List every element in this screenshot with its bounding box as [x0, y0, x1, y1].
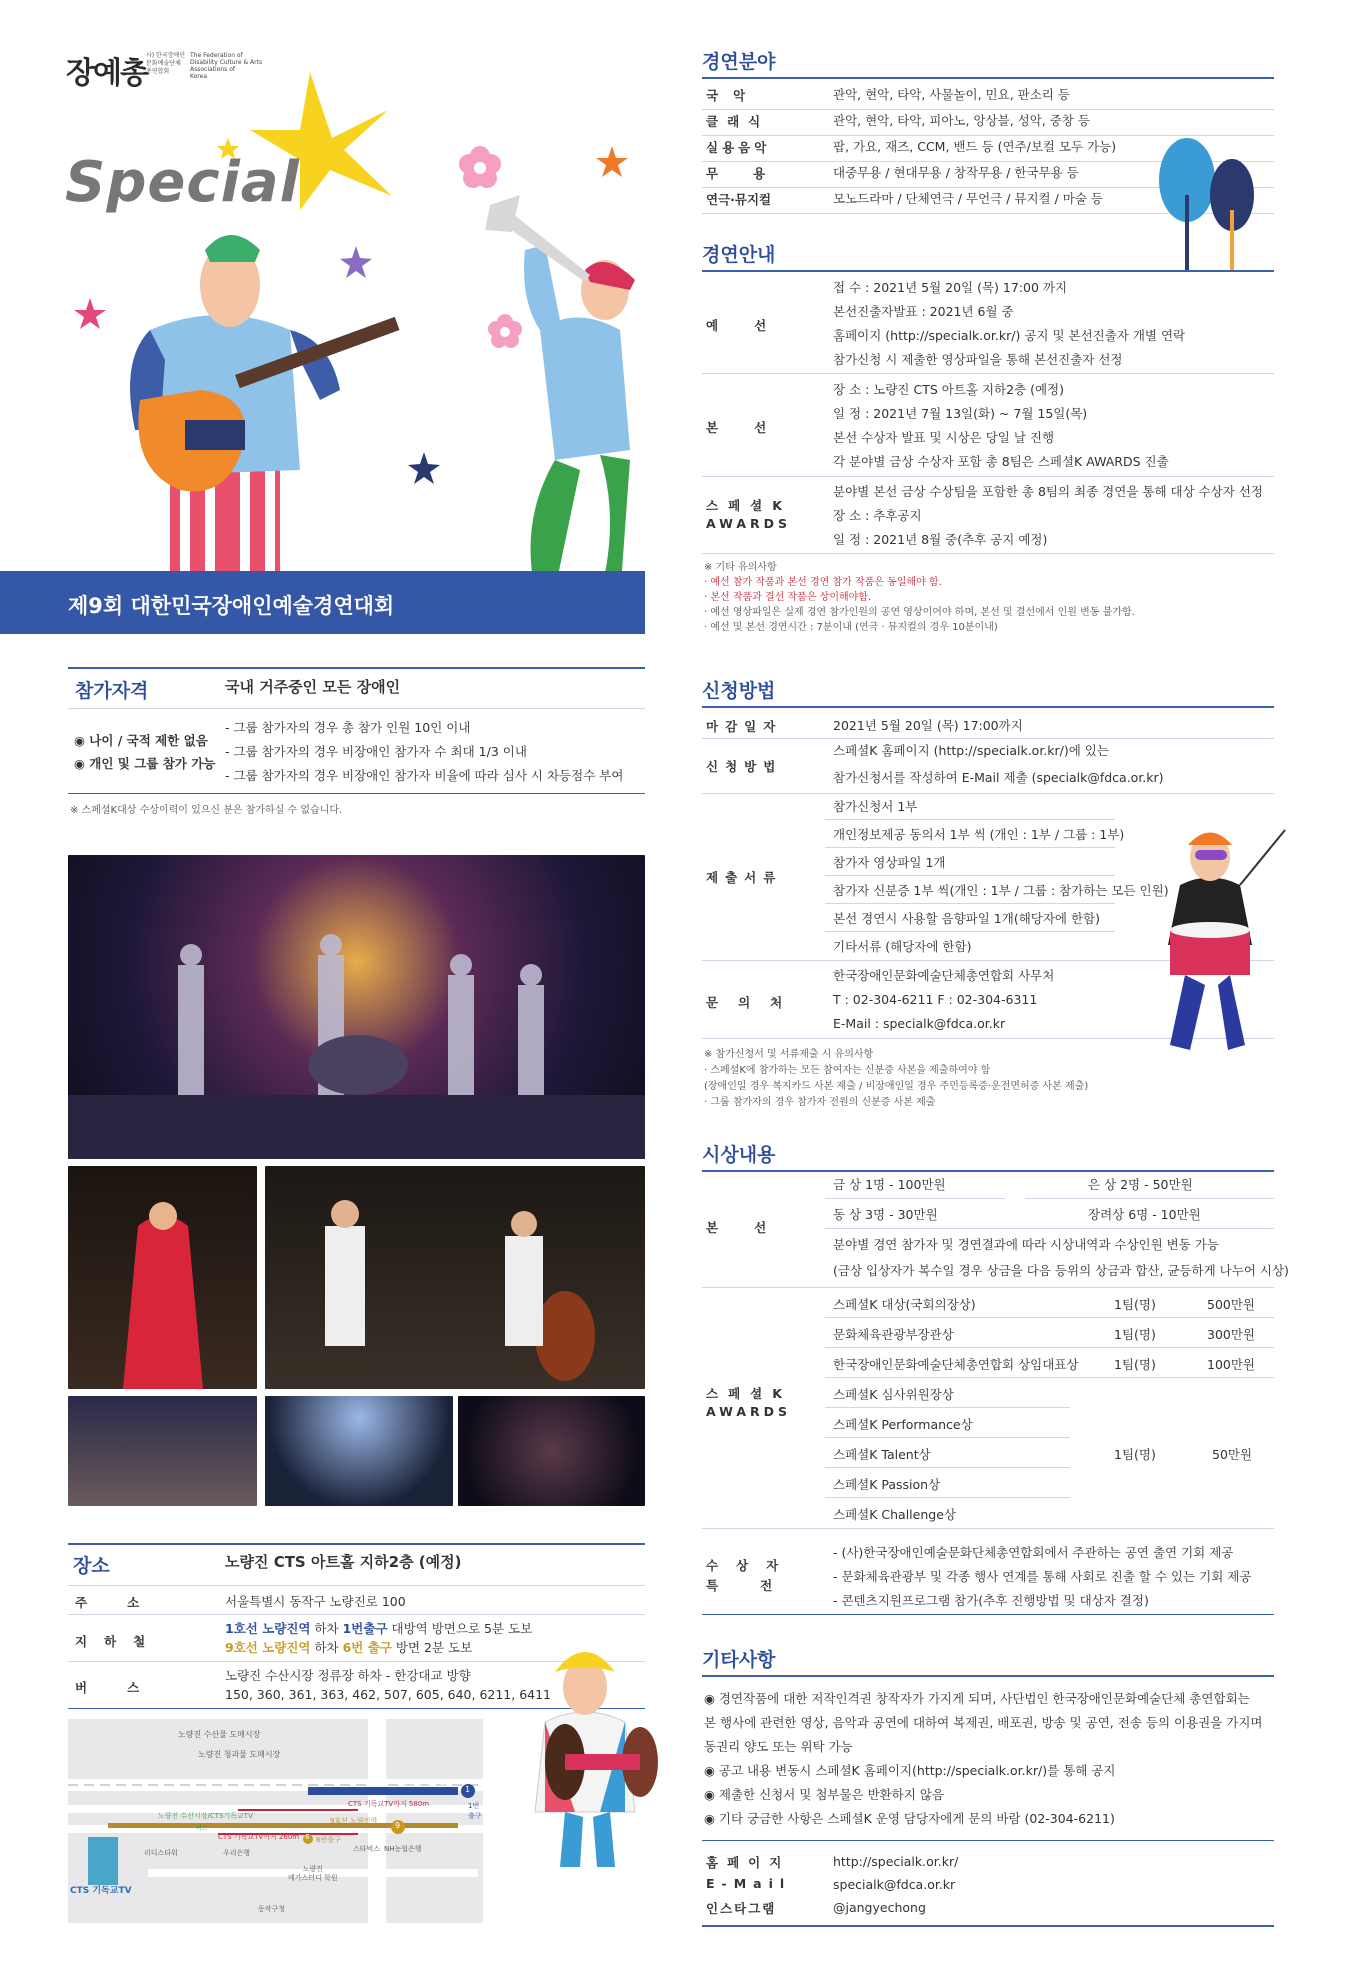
home-link[interactable]: http://specialk.or.kr/ — [833, 1854, 959, 1869]
drummer-photo — [458, 1396, 645, 1506]
qual-line: - 그룹 참가자의 경우 비장애인 참가자 비율에 따라 심사 시 차등점수 부여 — [225, 768, 624, 783]
award-group-money: 50만원 — [1212, 1447, 1253, 1462]
map-label: 6번출구 — [316, 1836, 341, 1844]
map-label: CTS 기독교TV까지 580m — [348, 1800, 430, 1808]
genre-value: 대중무용 / 현대무용 / 창작무용 / 한국무용 등 — [833, 165, 1079, 180]
contact-line: T : 02-304-6211 F : 02-304-6311 — [833, 992, 1038, 1007]
etc-line: ◉ 경연작품에 대한 저작인격권 창작자가 가지게 되며, 사단법인 한국장애인문화예술단체 총연합회는 — [704, 1691, 1250, 1706]
guide-note: · 예선 참가 작품과 본선 경연 참가 작품은 동일해야 함. — [704, 577, 942, 588]
guitarist-illustration — [130, 235, 400, 590]
apply-title: 신청방법 — [702, 680, 776, 702]
method-line: 참가신청서를 작성하여 E-Mail 제출 (specialk@fdca.or.kr) — [833, 770, 1164, 785]
map-label: 노량진 수산시장/CTS기독교TV — [158, 1812, 253, 1820]
addr-value: 서울특별시 동작구 노량진로 100 — [225, 1594, 406, 1609]
prelim-lines: 접 수 : 2021년 5월 20일 (목) 17:00 까지 본선진출자발표 : 2021년 6월 중 홈페이지 (http://specialk.or.kr/) 공지 및 본선진출자 개별 연락 참가신청 시 제출한 영상파일을 통해 본선진출자 선정 — [833, 280, 1186, 367]
prize-encourage: 장려상 6명 - 10만원 — [1088, 1207, 1201, 1222]
awards-label2: AWARDS — [706, 516, 792, 531]
map-label: 1 — [465, 1785, 471, 1794]
genre-label: 연극·뮤지컬 — [706, 192, 772, 207]
map-label: 노량진 수산물 도매시장 — [178, 1730, 261, 1739]
guide-note: · 본선 작품과 결선 작품은 상이해야함. — [704, 592, 872, 603]
etc-line: 본 행사에 관련한 영상, 음악과 공연에 대하여 복제권, 배포권, 방송 및 공연, 전송 등의 이용권을 가지며 — [704, 1715, 1263, 1730]
award-money: 300만원 — [1207, 1327, 1256, 1342]
doc-item: 참가자 영상파일 1개 — [833, 855, 946, 870]
prize-final-label: 본선 — [706, 1220, 803, 1235]
drummer-illustration — [1140, 825, 1290, 1065]
insta-label: 인스타그램 — [706, 1901, 777, 1916]
map-label: 스타벅스 — [353, 1845, 381, 1853]
guide-note: · 예선 영상파일은 실제 경연 참가인원의 공연 영상이어야 하며, 본선 및 결선에서 인원 변동 불가함. — [704, 607, 1135, 618]
awards-lines: 분야별 본선 금상 수상팀을 포함한 총 8팀의 최종 경연을 통해 대상 수상자 선정 장 소 : 추후공지 일 정 : 2021년 8월 중(추후 공지 예정) — [833, 484, 1263, 547]
genre-value: 관악, 현악, 타악, 사물놀이, 민요, 판소리 등 — [833, 87, 1070, 102]
benefit-line: - 문화체육관광부 및 각종 행사 연계를 통해 사회로 진출 할 수 있는 기회 제공 — [833, 1569, 1252, 1584]
benefit-line: - 콘텐츠지원프로그램 참가(추후 진행방법 및 대상자 결정) — [833, 1593, 1149, 1608]
award-count: 1팀(명) — [1114, 1357, 1156, 1372]
prize-gold: 금 상 1명 - 100만원 — [833, 1177, 946, 1192]
map-label: 동작구청 — [258, 1905, 286, 1913]
subway-line1: 1호선 노량진역 하차 1번출구 대방역 방면으로 5분 도보 — [225, 1621, 533, 1636]
map-label: 6 — [305, 1833, 310, 1841]
trumpeter-illustration — [485, 195, 635, 613]
apply-note: · 그룹 참가자의 경우 참가자 전원의 신분증 사본 제출 — [704, 1097, 936, 1108]
mail-label: E-Mail — [706, 1876, 792, 1891]
deadline-label: 마감일자 — [706, 719, 783, 734]
apply-note: (장애인일 경우 복지카드 사본 제출 / 비장애인일 경우 주민등록증·운전면허증 사본 제출) — [704, 1081, 1089, 1092]
map-label: 리디스타워 — [144, 1849, 178, 1857]
map-label: CTS 기독교TV — [70, 1886, 132, 1896]
award-money: 500만원 — [1207, 1297, 1256, 1312]
award-group-count: 1팀(명) — [1114, 1447, 1156, 1462]
guide-notes-title: ※ 기타 유의사항 — [704, 562, 777, 573]
flower-icon — [459, 146, 501, 188]
genre-label: 클래식 — [706, 114, 770, 129]
doc-item: 참가자 신분증 1부 씩(개인 : 1부 / 그룹 : 참가하는 모든 인원) — [833, 883, 1169, 898]
method-label: 신청방법 — [706, 759, 783, 774]
map-label: 우리은행 — [223, 1849, 251, 1857]
prize-note: (금상 입상자가 복수일 경우 상금을 다음 등위의 상금과 합산, 균등하게 나누어 시상) — [833, 1263, 1289, 1278]
stage-photo — [68, 855, 645, 1159]
qual-line: - 그룹 참가자의 경우 비장애인 참가자 수 최대 1/3 이내 — [225, 744, 527, 759]
qual-title: 참가자격 — [75, 680, 149, 702]
map-label: 버스 — [196, 1825, 208, 1832]
benefit-line: - (사)한국장애인예술문화단체총연합회에서 주관하는 공연 출연 기회 제공 — [833, 1545, 1234, 1560]
deadline-value: 2021년 5월 20일 (목) 17:00까지 — [833, 718, 1023, 733]
musicians-photo — [265, 1166, 645, 1389]
prize-bronze: 동 상 3명 - 30만원 — [833, 1207, 938, 1222]
genre-value: 관악, 현악, 타악, 피아노, 앙상블, 성악, 중창 등 — [833, 113, 1090, 128]
poster-area — [0, 0, 645, 635]
group-photo — [68, 1396, 257, 1506]
mail-link[interactable]: specialk@fdca.or.kr — [833, 1877, 956, 1892]
award-count: 1팀(명) — [1114, 1327, 1156, 1342]
etc-line: ◉ 공고 내용 변동시 스페셜K 홈페이지(http://specialk.or.kr/)를 통해 공지 — [704, 1763, 1116, 1778]
genre-value: 팝, 가요, 재즈, CCM, 밴드 등 (연주/보컬 모두 가능) — [833, 139, 1117, 154]
banner-title: 제9회 대한민국장애인예술경연대회 — [68, 594, 395, 618]
special-title: Special — [65, 150, 300, 215]
logo-desc: 사) 한국장애인 문화예술단체 총연합회 — [146, 52, 186, 75]
award-name: 스페셜K 심사위원장상 — [833, 1387, 954, 1402]
award-name: 문화체육관광부장관상 — [833, 1327, 954, 1342]
contact-line: E-Mail : specialk@fdca.or.kr — [833, 1016, 1006, 1031]
prize-silver: 은 상 2명 - 50만원 — [1088, 1177, 1193, 1192]
location-map — [68, 1719, 483, 1923]
award-name: 한국장애인문화예술단체총연합회 상임대표상 — [833, 1357, 1079, 1372]
pink-star-icon — [74, 298, 106, 329]
genre-value: 모노드라마 / 단체연극 / 무언극 / 뮤지컬 / 마술 등 — [833, 191, 1103, 206]
award-name: 스페셜K Performance상 — [833, 1417, 973, 1432]
award-name: 스페셜K 대상(국회의장상) — [833, 1297, 976, 1312]
etc-line: 동권리 양도 또는 위탁 가능 — [704, 1739, 853, 1754]
purple-star-icon — [340, 246, 372, 278]
map-label: 1호선 노량진역 — [398, 1780, 446, 1788]
bus-numbers: 150, 360, 361, 363, 462, 507, 605, 640, 6211, 6411 — [225, 1687, 552, 1702]
guide-title: 경연안내 — [702, 244, 776, 266]
logo-eng: The Federation of Disability Culture & Arts Associations of Korea — [190, 52, 263, 80]
map-label: 노량진 청과물 도매시장 — [198, 1750, 281, 1759]
award-name: 스페셜K Talent상 — [833, 1447, 931, 1462]
award-money: 100만원 — [1207, 1357, 1256, 1372]
award-name: 스페셜K Passion상 — [833, 1477, 941, 1492]
method-line: 스페셜K 홈페이지 (http://specialk.or.kr/)에 있는 — [833, 743, 1109, 758]
doc-item: 개인정보제공 동의서 1부 씩 (개인 : 1부 / 그룹 : 1부) — [833, 827, 1125, 842]
qual-headline: 국내 거주중인 모든 장애인 — [225, 678, 401, 696]
addr-label: 주소 — [75, 1595, 180, 1610]
map-label: 노량진 메가스터디 학원 — [288, 1865, 338, 1882]
prize-title: 시상내용 — [702, 1144, 776, 1166]
qual-line: - 그룹 참가자의 경우 총 참가 인원 10인 이내 — [225, 720, 471, 735]
insta-handle[interactable]: @jangyechong — [833, 1900, 926, 1915]
genre-title: 경연분야 — [702, 51, 776, 73]
etc-line: ◉ 제출한 신청서 및 첨부물은 반환하지 않음 — [704, 1787, 945, 1802]
tree-illustration — [1152, 135, 1262, 275]
apply-note: ※ 참가신청서 및 서류제출 시 유의사항 — [704, 1049, 874, 1060]
subway-line9: 9호선 노량진역 하차 6번 출구 방면 2분 도보 — [225, 1640, 473, 1655]
home-label: 홈페이지 — [706, 1855, 791, 1870]
map-label: CTS 기독교TV까지 260m — [218, 1833, 300, 1841]
award-count: 1팀(명) — [1114, 1297, 1156, 1312]
subway-label: 지하철 — [75, 1634, 163, 1649]
etc-line: ◉ 기타 궁금한 사항은 스페셜K 운영 담당자에게 문의 바람 (02-304-6211) — [704, 1811, 1115, 1826]
flower-icon — [488, 314, 522, 348]
genre-label: 국악 — [706, 88, 761, 103]
benefit-label: 수상자 — [706, 1558, 797, 1573]
prelim-label: 예선 — [706, 318, 803, 333]
contact-label: 문의처 — [706, 995, 803, 1010]
genre-label: 실용음악 — [706, 140, 771, 155]
orange-star-icon — [596, 146, 628, 177]
final-label: 본선 — [706, 420, 803, 435]
qual-bullet: ◉ 나이 / 국적 제한 없음 — [74, 733, 208, 748]
final-lines: 장 소 : 노량진 CTS 아트홀 지하2층 (예정) 일 정 : 2021년 7월 13일(화) ~ 7월 15일(목) 본선 수상자 발표 및 시상은 당일 날 진행 각 분야별 금상 수상자 포함 총 8팀은 스페셜K AWARDS 진출 — [833, 382, 1169, 469]
prize-awards-label2: AWARDS — [706, 1404, 792, 1419]
prize-awards-label: 스페셜K — [706, 1386, 792, 1401]
map-label: 1번출구 — [468, 1802, 482, 1820]
logo-mark: 장예총 — [66, 56, 147, 91]
award-name: 스페셜K Challenge상 — [833, 1507, 956, 1522]
guide-note: · 예선 및 본선 경연시간 : 7분이내 (연극 · 뮤지컬의 경우 10분이내) — [704, 622, 998, 633]
map-label: NH농협은행 — [384, 1845, 422, 1853]
bus-label: 버스 — [75, 1680, 180, 1695]
docs-label: 제출서류 — [706, 870, 783, 885]
apply-note: · 스페셜K에 참가하는 모든 참여자는 신분증 사본을 제출하여야 함 — [704, 1065, 991, 1076]
janggu-player-illustration — [505, 1632, 665, 1872]
map-label: 9 — [395, 1821, 401, 1830]
doc-item: 기타서류 (해당자에 한함) — [833, 939, 972, 954]
contact-line: 한국장애인문화예술단체총연합회 사무처 — [833, 968, 1055, 983]
doc-item: 본선 경연시 사용할 음향파일 1개(해당자에 한함) — [833, 911, 1100, 926]
venue-title: 장소 — [73, 1555, 110, 1577]
doc-item: 참가신청서 1부 — [833, 799, 918, 814]
benefit-label2: 특전 — [706, 1578, 815, 1593]
singer-photo — [68, 1166, 257, 1389]
awards-label: 스페셜K — [706, 498, 792, 513]
map-label: 9호선 노량진역 — [330, 1817, 378, 1825]
navy-star-icon — [408, 452, 440, 484]
bus-line: 노량진 수산시장 정류장 하차 - 한강대교 방향 — [225, 1668, 471, 1683]
prize-note: 분야별 경연 참가자 및 경연결과에 따라 시상내역과 수상인원 변동 가능 — [833, 1237, 1219, 1252]
poster-illustration — [0, 0, 645, 635]
venue-name: 노량진 CTS 아트홀 지하2층 (예정) — [225, 1553, 462, 1571]
dancer-photo — [265, 1396, 453, 1506]
qual-note: ※ 스페셜K대상 수상이력이 있으신 분은 참가하실 수 없습니다. — [70, 805, 343, 816]
genre-label: 무용 — [706, 166, 801, 181]
qual-bullet: ◉ 개인 및 그룹 참가 가능 — [74, 756, 216, 771]
etc-title: 기타사항 — [702, 1649, 776, 1671]
